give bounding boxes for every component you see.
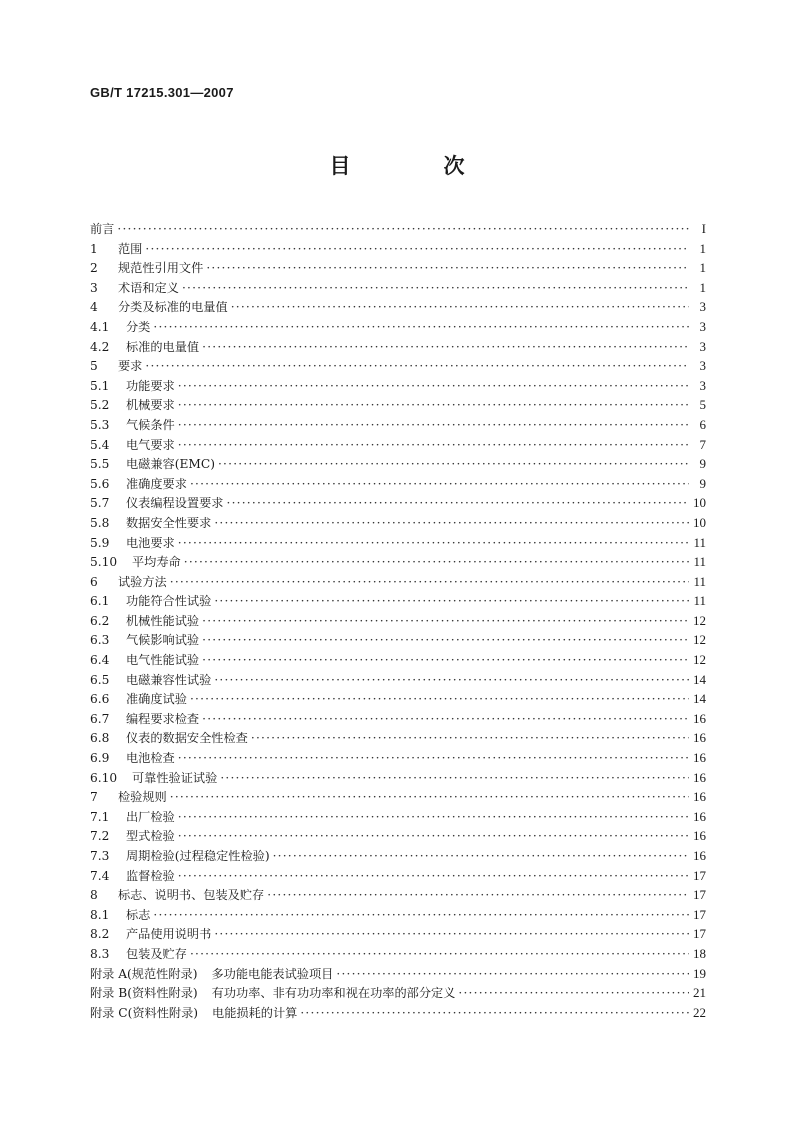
toc-page-number: 14 (693, 691, 706, 707)
toc-page-number: 3 (699, 358, 706, 374)
toc-entry[interactable] (90, 846, 706, 866)
toc-entry[interactable] (90, 670, 706, 690)
toc-entry-title: 机械性能试验 (126, 613, 200, 628)
toc-entry[interactable] (90, 415, 706, 435)
toc-page-number: 3 (699, 377, 706, 393)
dot-leader (178, 749, 689, 769)
toc-page-number: 19 (693, 965, 706, 981)
toc-page-number: 16 (693, 808, 706, 824)
toc-page-number: 16 (693, 730, 706, 746)
dot-leader (190, 690, 689, 710)
dot-leader (178, 436, 689, 456)
toc-entry[interactable] (90, 787, 706, 807)
dot-leader (336, 965, 689, 985)
toc-page-number: 16 (693, 769, 706, 785)
toc-entry-number: 前言 (90, 222, 115, 236)
dot-leader (153, 318, 689, 338)
toc-page-number: 12 (693, 632, 706, 648)
toc-entry-title: 周期检验(过程稳定性检验) (126, 849, 270, 863)
toc-entry-number: 6.2 (90, 613, 110, 628)
toc-entry-number: 8 (90, 888, 98, 903)
toc-entry[interactable] (90, 983, 706, 1003)
toc-entry-title: 准确度要求 (126, 476, 187, 491)
toc-entry-number: 7 (90, 790, 98, 805)
toc-entry[interactable] (90, 533, 706, 553)
dot-leader (190, 945, 689, 965)
toc-page-number: 14 (693, 671, 706, 687)
toc-entry[interactable] (90, 807, 706, 827)
toc-entry-title: 气候影响试验 (126, 633, 200, 648)
toc-entry[interactable] (90, 219, 706, 239)
toc-page-number: 9 (699, 456, 706, 472)
dot-leader (178, 827, 689, 847)
toc-entry-title: 包装及贮存 (126, 946, 187, 961)
toc-entry-title: 气候条件 (126, 417, 175, 432)
toc-entry-title: 范围 (118, 241, 143, 256)
toc-page-number: 3 (699, 318, 706, 334)
toc-entry-number: 6 (90, 574, 98, 589)
toc-entry[interactable] (90, 826, 706, 846)
toc-page-number: 16 (693, 789, 706, 805)
toc-entry-title: 电气要求 (126, 437, 175, 452)
toc-page-number: 18 (693, 945, 706, 961)
toc-page-number: 1 (699, 279, 706, 295)
dot-leader (214, 592, 689, 612)
toc-entry-number: 1 (90, 241, 98, 256)
toc-entry-number: 6.10 (90, 770, 118, 785)
toc-entry[interactable] (90, 552, 706, 572)
toc-entry[interactable] (90, 748, 706, 768)
toc-entry[interactable] (90, 924, 706, 944)
toc-entry-number: 6.8 (90, 731, 110, 746)
toc-entry-title: 电气性能试验 (126, 653, 200, 668)
toc-entry-title: 标志 (126, 907, 151, 922)
toc-page-number: 11 (693, 554, 706, 570)
toc-entry-number: 6.7 (90, 711, 110, 726)
toc-entry-number: 4.1 (90, 319, 110, 334)
toc-entry-title: 试验方法 (118, 574, 167, 589)
page-title: 目 次 (329, 154, 501, 178)
toc-entry-number: 5.6 (90, 476, 110, 491)
toc-page-number: 17 (693, 867, 706, 883)
toc-entry-number: 附录 C(资料性附录) (90, 1005, 199, 1020)
toc-page-number: 22 (693, 1004, 706, 1020)
toc-entry-title: 可靠性验证试验 (132, 770, 218, 785)
toc-entry-title: 功能符合性试验 (126, 594, 212, 609)
toc-entry-number: 6.1 (90, 594, 110, 609)
toc-entry-title: 功能要求 (126, 378, 175, 393)
toc-entry[interactable] (90, 650, 706, 670)
dot-leader (206, 259, 689, 279)
dot-leader (300, 1004, 689, 1024)
toc-entry-title: 术语和定义 (118, 280, 179, 295)
dot-leader (178, 396, 689, 416)
toc-page-number: I (701, 221, 706, 236)
toc-page-number: 16 (693, 710, 706, 726)
toc-entry-number: 5.8 (90, 515, 110, 530)
toc-entry-number: 6.6 (90, 692, 110, 707)
toc-entry-number: 8.3 (90, 946, 110, 961)
dot-leader (184, 553, 689, 573)
toc-page-number: 5 (699, 397, 706, 413)
dot-leader (145, 357, 689, 377)
toc-entry-number: 6.9 (90, 751, 110, 766)
toc-page-number: 16 (693, 828, 706, 844)
toc-page-number: 21 (693, 985, 706, 1001)
dot-leader (170, 788, 689, 808)
dot-leader (218, 455, 689, 475)
toc-entry-number: 7.4 (90, 868, 110, 883)
toc-entry-title: 仪表编程设置要求 (126, 496, 224, 511)
toc-entry[interactable] (90, 885, 706, 905)
dot-leader (231, 298, 689, 318)
toc-entry-number: 4.2 (90, 339, 110, 354)
toc-entry-number: 8.1 (90, 907, 110, 922)
toc-entry-title: 平均寿命 (132, 555, 181, 570)
toc-entry-number: 8.2 (90, 927, 110, 942)
toc-entry[interactable] (90, 493, 706, 513)
toc-page-number: 6 (699, 416, 706, 432)
toc-entry-number: 4 (90, 300, 98, 315)
toc-entry-number: 6.3 (90, 633, 110, 648)
dot-leader (202, 710, 689, 730)
toc-page-number: 9 (699, 475, 706, 491)
toc-entry-number: 5.2 (90, 398, 110, 413)
toc-entry-title: 电磁兼容性试验 (126, 672, 212, 687)
toc-entry-title: 准确度试验 (126, 692, 187, 707)
toc-entry[interactable] (90, 591, 706, 611)
toc-entry-number: 5.4 (90, 437, 110, 452)
toc-entry[interactable] (90, 297, 706, 317)
toc-entry-title: 型式检验 (126, 829, 175, 844)
toc-entry-title: 标准的电量值 (126, 339, 200, 354)
toc-entry[interactable] (90, 709, 706, 729)
toc-page-number: 16 (693, 848, 706, 863)
toc-page-number: 17 (693, 926, 706, 942)
dot-leader (190, 475, 689, 495)
toc-entry[interactable] (90, 356, 706, 376)
dot-leader (214, 925, 689, 945)
toc-entry-title: 有功功率、非有功功率和视在功率的部分定义 (211, 986, 456, 1001)
toc-entry[interactable] (90, 689, 706, 709)
toc-entry[interactable] (90, 454, 706, 474)
dot-leader (214, 514, 689, 534)
toc-entry-title: 编程要求检查 (126, 711, 200, 726)
toc-entry[interactable] (90, 768, 706, 788)
dot-leader (178, 416, 689, 436)
toc-entry-title: 数据安全性要求 (126, 515, 212, 530)
toc-page-number: 12 (693, 612, 706, 628)
dot-leader (227, 494, 690, 514)
dot-leader (178, 534, 689, 554)
toc-entry-title: 分类 (126, 319, 151, 334)
toc-entry-title: 监督检验 (126, 868, 175, 883)
toc-entry-number: 5.5 (90, 457, 110, 472)
toc-page-number: 11 (693, 593, 706, 609)
standard-number: GB/T 17215.301—2007 (90, 85, 234, 100)
toc-entry[interactable] (90, 337, 706, 357)
dot-leader (202, 612, 689, 632)
toc-entry[interactable] (90, 513, 706, 533)
toc-entry[interactable] (90, 239, 706, 259)
dot-leader (251, 729, 689, 749)
toc-entry-title: 电池要求 (126, 535, 175, 550)
toc-entry[interactable] (90, 317, 706, 337)
dot-leader (170, 573, 689, 593)
toc-entry[interactable] (90, 964, 706, 984)
toc-entry[interactable] (90, 728, 706, 748)
toc-entry-title: 电池检查 (126, 751, 175, 766)
dot-leader (220, 769, 689, 789)
dot-leader (178, 867, 689, 887)
toc-entry[interactable] (90, 376, 706, 396)
toc-entry-number: 7.1 (90, 809, 110, 824)
toc-entry[interactable] (90, 572, 706, 592)
toc-page-number: 1 (699, 240, 706, 256)
dot-leader (202, 338, 689, 358)
toc-entry[interactable] (90, 944, 706, 964)
dot-leader (182, 279, 689, 299)
toc-page-number: 10 (693, 514, 706, 530)
toc-page-number: 1 (699, 260, 706, 276)
dot-leader (178, 377, 689, 397)
toc-entry-number: 6.5 (90, 672, 110, 687)
toc-entry[interactable] (90, 866, 706, 886)
toc-entry-number: 5.10 (90, 555, 118, 570)
toc-page-number: 11 (693, 534, 706, 550)
toc-entry-number: 5.7 (90, 496, 110, 511)
toc-entry-title: 电磁兼容(EMC) (126, 457, 215, 472)
toc-entry-title: 要求 (118, 359, 143, 374)
toc-entry-number: 6.4 (90, 653, 110, 668)
dot-leader (117, 220, 689, 240)
toc-page-number: 7 (699, 436, 706, 452)
toc-page-number: 12 (693, 652, 706, 668)
toc-entry-title: 产品使用说明书 (126, 927, 212, 942)
toc-entry-title: 分类及标准的电量值 (118, 300, 228, 315)
toc-entry-title: 出厂检验 (126, 809, 175, 824)
toc-page-number: 10 (693, 495, 706, 511)
toc-page-number: 17 (693, 887, 706, 903)
toc-entry[interactable] (90, 435, 706, 455)
toc-entry[interactable] (90, 1003, 706, 1023)
toc-entry-title: 仪表的数据安全性检查 (126, 731, 248, 746)
toc-page-number: 11 (693, 573, 706, 589)
toc-entry[interactable] (90, 395, 706, 415)
toc-entry-number: 7.3 (90, 849, 110, 863)
toc-page-number: 17 (693, 906, 706, 922)
dot-leader (178, 808, 689, 828)
dot-leader (458, 984, 689, 1004)
dot-leader (202, 631, 689, 651)
toc-entry-number: 7.2 (90, 829, 110, 844)
dot-leader (145, 240, 689, 260)
table-of-contents (90, 219, 706, 1022)
toc-entry[interactable] (90, 258, 706, 278)
toc-page-number: 3 (699, 299, 706, 315)
toc-entry-title: 机械要求 (126, 398, 175, 413)
toc-entry-title: 检验规则 (118, 790, 167, 805)
toc-entry-number: 2 (90, 261, 98, 276)
toc-entry-title: 标志、说明书、包装及贮存 (118, 888, 265, 903)
toc-entry-title: 规范性引用文件 (118, 261, 204, 276)
toc-entry-number: 附录 B(资料性附录) (90, 986, 198, 1001)
toc-entry-number: 5.1 (90, 378, 110, 393)
toc-entry[interactable] (90, 611, 706, 631)
dot-leader (273, 847, 689, 867)
dot-leader (202, 651, 689, 671)
toc-entry[interactable] (90, 905, 706, 925)
toc-entry-number: 3 (90, 280, 98, 295)
toc-entry[interactable] (90, 278, 706, 298)
toc-page-number: 16 (693, 750, 706, 766)
dot-leader (267, 886, 689, 906)
toc-entry-number: 附录 A(规范性附录) (90, 966, 198, 981)
toc-entry[interactable] (90, 630, 706, 650)
dot-leader (153, 906, 689, 926)
dot-leader (214, 671, 689, 691)
toc-entry-number: 5.3 (90, 417, 110, 432)
toc-page-number: 3 (699, 338, 706, 354)
toc-entry[interactable] (90, 474, 706, 494)
toc-entry-number: 5.9 (90, 535, 110, 550)
toc-entry-number: 5 (90, 359, 98, 374)
toc-entry-title: 多功能电能表试验项目 (211, 966, 334, 981)
toc-entry-title: 电能损耗的计算 (212, 1005, 298, 1020)
